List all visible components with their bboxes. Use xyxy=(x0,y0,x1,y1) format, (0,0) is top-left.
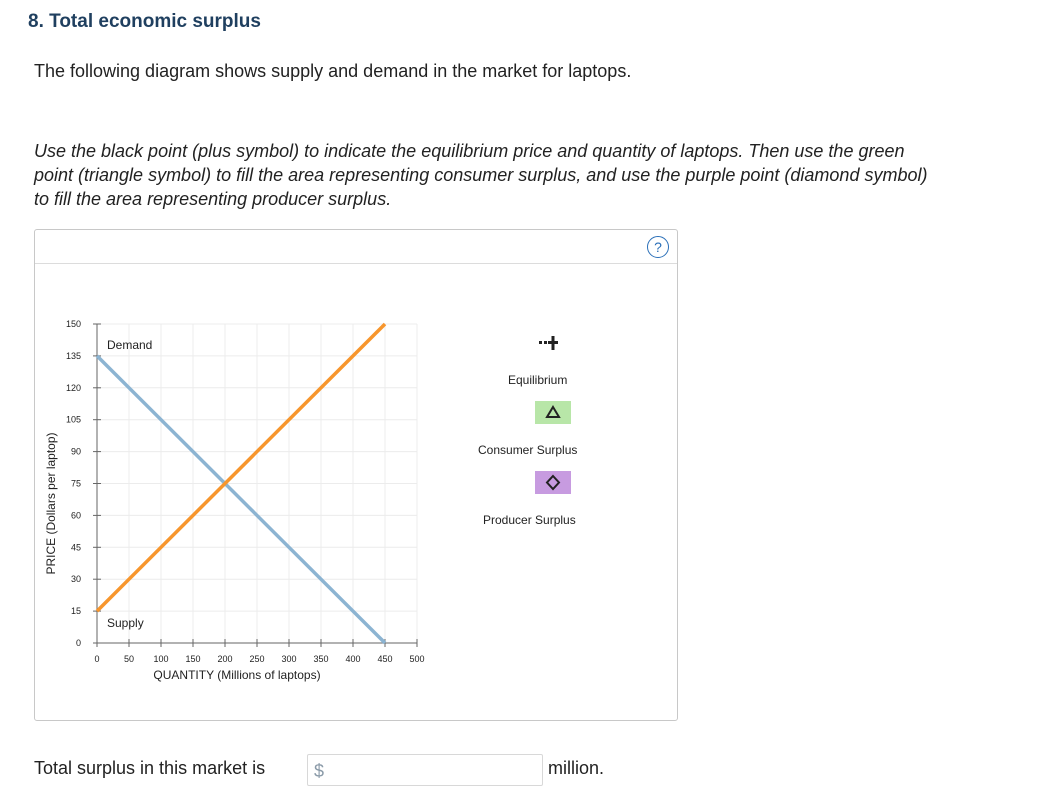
question-instructions: Use the black point (plus symbol) to indicate the equilibrium price and quantity of laptops. Then use the green point (triangle symbol) to fill the area representing consumer surplus, and use the purple point (diamond symbol) to fill the area representing producer surplus. xyxy=(34,141,928,209)
demand-label: Demand xyxy=(107,337,153,352)
y-tick-label: 120 xyxy=(65,382,81,393)
currency-symbol: $ xyxy=(314,761,325,781)
y-tick-label: 75 xyxy=(70,478,81,489)
y-tick-label: 150 xyxy=(65,319,81,329)
producer-surplus-tool-label: Producer Surplus xyxy=(483,513,576,527)
y-tick-label: 0 xyxy=(75,638,81,648)
consumer-surplus-tool-label: Consumer Surplus xyxy=(478,443,578,457)
answer-prefix: Total surplus in this market is xyxy=(34,758,266,778)
triangle-icon xyxy=(535,401,571,424)
x-tick-label: 300 xyxy=(281,654,297,664)
x-tick-label: 100 xyxy=(153,654,169,664)
producer-surplus-tool[interactable] xyxy=(535,471,571,494)
x-tick-label: 200 xyxy=(217,654,233,664)
supply-demand-chart[interactable] xyxy=(35,230,677,720)
y-tick-label: 30 xyxy=(70,574,81,585)
x-tick-label: 500 xyxy=(409,654,425,664)
x-tick-label: 450 xyxy=(377,654,393,664)
x-tick-label: 350 xyxy=(313,654,329,664)
x-tick-label: 50 xyxy=(123,654,135,664)
equilibrium-tool[interactable] xyxy=(539,334,559,352)
help-icon[interactable]: ? xyxy=(647,236,669,258)
supply-curve xyxy=(97,324,385,611)
equilibrium-tool-label: Equilibrium xyxy=(508,373,568,387)
x-tick-label: 0 xyxy=(94,654,100,664)
y-tick-label: 105 xyxy=(65,414,81,425)
graph-panel xyxy=(34,229,678,721)
y-tick-label: 15 xyxy=(70,606,81,617)
x-axis-title: QUANTITY (Millions of laptops) xyxy=(153,668,321,682)
plus-icon xyxy=(539,334,559,352)
x-tick-label: 250 xyxy=(249,654,265,664)
demand-curve xyxy=(97,356,385,643)
y-tick-label: 60 xyxy=(70,510,81,521)
y-tick-label: 90 xyxy=(70,446,81,457)
diamond-icon xyxy=(535,471,571,494)
supply-label: Supply xyxy=(107,616,144,631)
x-tick-label: 150 xyxy=(185,654,201,664)
y-tick-label: 135 xyxy=(65,350,81,361)
y-axis-title: PRICE (Dollars per laptop) xyxy=(44,432,58,575)
answer-suffix: million. xyxy=(548,758,605,778)
consumer-surplus-tool[interactable] xyxy=(535,401,571,424)
question-title: 8. Total economic surplus xyxy=(28,11,261,32)
question-intro: The following diagram shows supply and demand in the market for laptops. xyxy=(34,61,632,81)
x-tick-label: 400 xyxy=(345,654,361,664)
grid-layer xyxy=(97,324,417,643)
total-surplus-input[interactable] xyxy=(307,754,543,786)
y-tick-label: 45 xyxy=(70,542,81,553)
axes-layer xyxy=(93,324,417,647)
